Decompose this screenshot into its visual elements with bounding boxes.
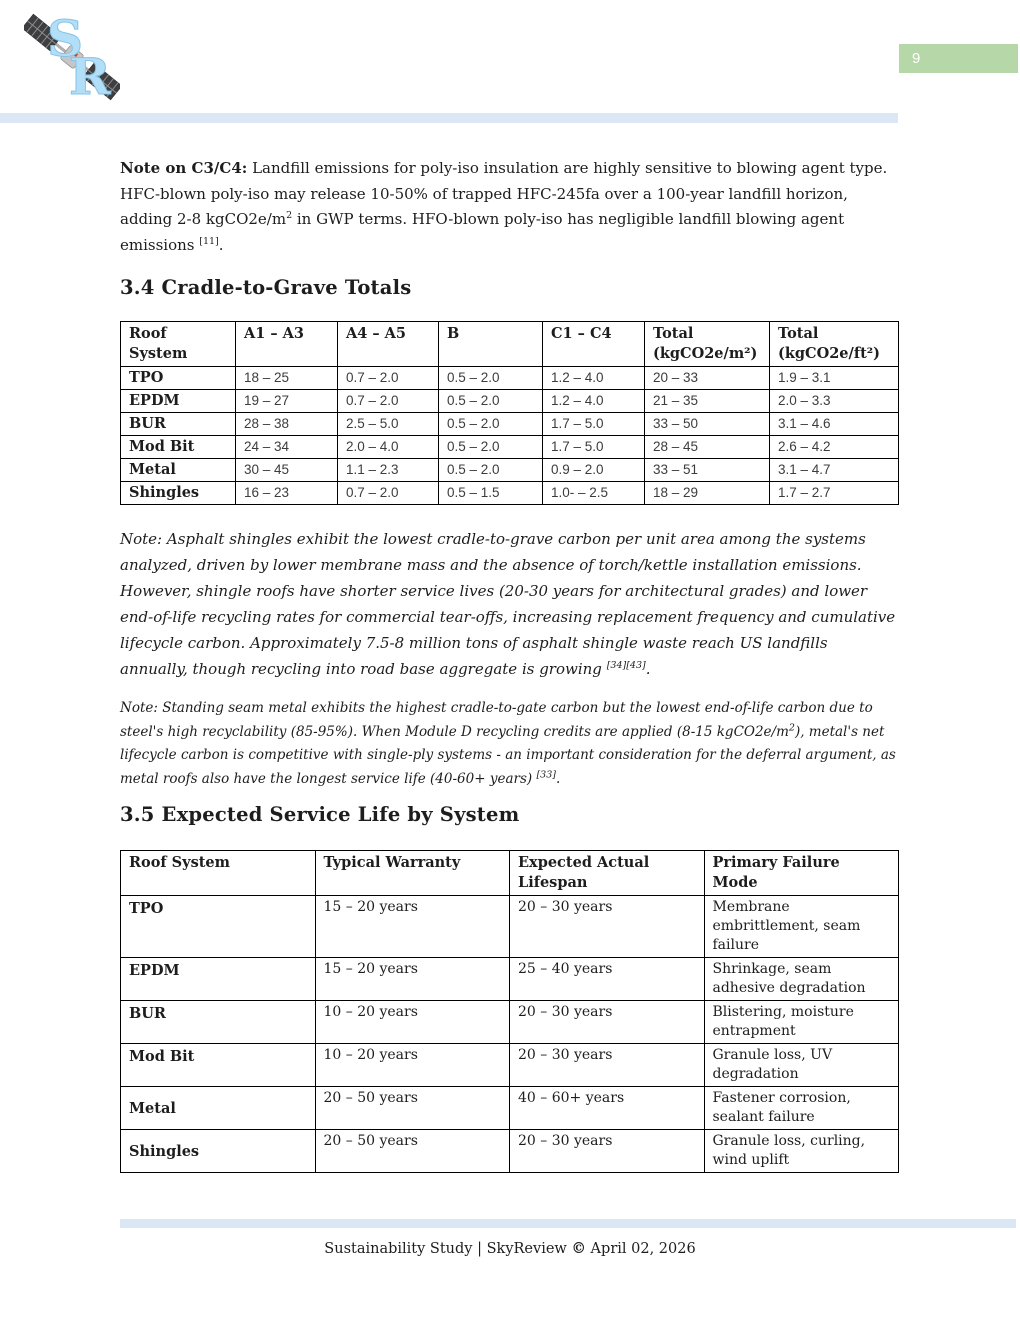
footnote-ref-11: [11] [199,235,219,247]
table-cell: 0.9 – 2.0 [543,459,645,482]
superscript-2: 2 [286,210,293,221]
copyright-icon: © [571,1240,586,1257]
table-cell: 15 – 20 years [315,896,510,958]
table-cell: 15 – 20 years [315,958,510,1001]
table-cell: 28 – 45 [645,436,770,459]
table-cell: 33 – 51 [645,459,770,482]
table-cell: 21 – 35 [645,390,770,413]
table-cell: 1.7 – 5.0 [543,413,645,436]
column-header: A4 – A5 [338,322,439,367]
table-cell: 33 – 50 [645,413,770,436]
table-cell: 1.2 – 4.0 [543,367,645,390]
table-row [121,1087,899,1130]
row-label: Metal [121,459,236,482]
table-cell: 2.0 – 4.0 [338,436,439,459]
table-cell: 30 – 45 [236,459,338,482]
table-cell: 18 – 29 [645,482,770,505]
table-cell: 0.5 – 2.0 [439,459,543,482]
table-cell: 3.1 – 4.7 [770,459,899,482]
satellite-logo-icon [24,6,120,104]
table-cell: 10 – 20 years [315,1044,510,1087]
cradle-to-grave-table [120,321,899,505]
table-cell: 16 – 23 [236,482,338,505]
note-c3c4-label: Note on C3/C4: [120,159,248,177]
table-cell: 0.5 – 2.0 [439,367,543,390]
column-header: Roof System [121,322,236,367]
table-cell: 20 – 33 [645,367,770,390]
table-cell: 0.5 – 2.0 [439,390,543,413]
row-label: EPDM [121,958,316,1001]
table-cell: 0.5 – 2.0 [439,413,543,436]
column-header: Expected Actual Lifespan [510,851,705,896]
table-row [121,1130,899,1173]
row-label: TPO [121,367,236,390]
table-row [121,896,899,958]
table-row [121,413,899,436]
table-row [121,390,899,413]
row-label: TPO [121,896,316,958]
footer-title: Sustainability Study | SkyReview [324,1241,572,1257]
header-row [121,322,899,367]
section-3-5-heading: 3.5 Expected Service Life by System [120,803,520,826]
table-cell: 25 – 40 years [510,958,705,1001]
table-cell: 1.1 – 2.3 [338,459,439,482]
table-cell: 1.2 – 4.0 [543,390,645,413]
page-number: 9 [912,50,921,67]
table-cell: 2.6 – 4.2 [770,436,899,459]
table-cell: Membrane embrittlement, seam failure [704,896,899,958]
row-label: BUR [121,413,236,436]
table-cell: 1.7 – 5.0 [543,436,645,459]
table-cell: Shrinkage, seam adhesive degradation [704,958,899,1001]
row-label: Mod Bit [121,436,236,459]
table-cell: Granule loss, UV degradation [704,1044,899,1087]
logo-letter-r: R [69,47,111,104]
table-cell: 24 – 34 [236,436,338,459]
table-cell: 1.7 – 2.7 [770,482,899,505]
table-cell: 20 – 50 years [315,1130,510,1173]
page-number-badge [899,44,1018,73]
table-row [121,436,899,459]
footer-accent-bar [120,1219,1016,1228]
table-row [121,367,899,390]
column-header: Typical Warranty [315,851,510,896]
column-header: Total (kgCO2e/m²) [645,322,770,367]
column-header: A1 – A3 [236,322,338,367]
table-cell: 20 – 30 years [510,896,705,958]
table-row [121,459,899,482]
row-label: Shingles [121,1130,316,1173]
table-cell: 1.9 – 3.1 [770,367,899,390]
header-row [121,851,899,896]
row-label: Shingles [121,482,236,505]
table-cell: 18 – 25 [236,367,338,390]
table-cell: 0.7 – 2.0 [338,390,439,413]
table-cell: 40 – 60+ years [510,1087,705,1130]
row-label: Mod Bit [121,1044,316,1087]
column-header: B [439,322,543,367]
table-cell: 2.5 – 5.0 [338,413,439,436]
row-label: Metal [121,1087,316,1130]
table-cell: 2.0 – 3.3 [770,390,899,413]
table-cell: 3.1 – 4.6 [770,413,899,436]
content-column [120,0,898,1320]
table-cell: 20 – 30 years [510,1130,705,1173]
table-row [121,482,899,505]
table-cell: 0.5 – 2.0 [439,436,543,459]
footer-text [0,1240,1020,1257]
table-cell: Fastener corrosion, sealant failure [704,1087,899,1130]
column-header: Total (kgCO2e/ft²) [770,322,899,367]
table-cell: Blistering, moisture entrapment [704,1001,899,1044]
row-label: EPDM [121,390,236,413]
superscript-2: 2 [788,722,795,733]
metal-note-paragraph: Note: Standing seam metal exhibits the highest cradle-to-gate carbon but the lowest end-of-life carbon due to steel's high recyclability (85-95%). When Module D recycling credits are applied (8-15 $kgCO2e/m^2$), metal's net lifecycle carbon is competitive with single-ply systems - an important consideration for the deferral argument, as metal roofs also have the longest service life (40-60+ years) [33]. [120,700,896,787]
service-life-table [120,850,899,1173]
footer-date: April 02, 2026 [585,1241,696,1257]
table-row [121,1001,899,1044]
footnote-ref-33: [33] [536,769,556,780]
table-cell: 10 – 20 years [315,1001,510,1044]
shingles-note-paragraph: Note: Asphalt shingles exhibit the lowest cradle-to-grave carbon per unit area among the systems analyzed, driven by lower membrane mass and the absence of torch/kettle installation emissions. However, shingle roofs have shorter service lives (20-30 years for architectural grades) and lower end-of-life recycling rates for commercial tear-offs, increasing replacement frequency and cumulative lifecycle carbon. Approximately 7.5-8 million tons of asphalt shingle waste reach US landfills annually, though recycling into road base aggregate is growing [34][43]. [120,530,896,678]
table-cell: 1.0- – 2.5 [543,482,645,505]
row-label: BUR [121,1001,316,1044]
note-c3c4-paragraph: Note on C3/C4: Landfill emissions for poly-iso insulation are highly sensitive to blowing agent type. HFC-blown poly-iso may release 10-50% of trapped HFC-245fa over a 100-year landfill horizon, adding 2-8 $kgCO2e/m^2$ in GWP terms. HFO-blown poly-iso has negligible landfill blowing agent emissions [11]. [120,159,888,254]
column-header: Roof System [121,851,316,896]
column-header: C1 – C4 [543,322,645,367]
table-cell: 0.7 – 2.0 [338,482,439,505]
table-cell: 20 – 30 years [510,1001,705,1044]
table-cell: 28 – 38 [236,413,338,436]
column-header: Primary Failure Mode [704,851,899,896]
table-cell: 20 – 50 years [315,1087,510,1130]
section-3-4-heading: 3.4 Cradle-to-Grave Totals [120,276,412,299]
table-cell: 20 – 30 years [510,1044,705,1087]
table-row [121,1044,899,1087]
table-cell: 0.5 – 1.5 [439,482,543,505]
table-row [121,958,899,1001]
table-cell: Granule loss, curling, wind uplift [704,1130,899,1173]
footnote-ref-34-43: [34][43] [606,660,646,671]
logo-letter-s: S [47,9,84,68]
table-cell: 19 – 27 [236,390,338,413]
table-cell: 0.7 – 2.0 [338,367,439,390]
